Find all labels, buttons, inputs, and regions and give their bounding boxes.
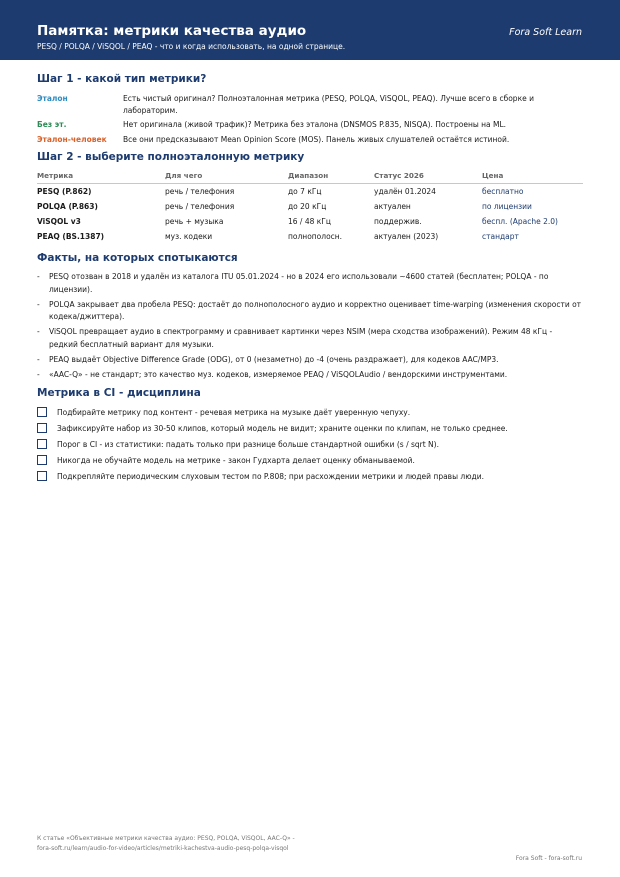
metric-type-list [37, 93, 583, 145]
type-text-human: Все они предсказывают Mean Opinion Score (MOS). Панель живых слушателей остаётся истиной. [123, 134, 510, 144]
list-item [37, 299, 583, 324]
cell-status: удалён 01.2024 [374, 187, 436, 196]
checklist-text: Зафиксируйте набор из 30-50 клипов, который модель не видит; храните оценки по клипам, не только среднее. [57, 423, 508, 433]
fact-text: POLQA закрывает два пробела PESQ: достаёт до полнополосного аудио и корректно оценивает time-warping (изменения скорости от кодека/джиттера). [49, 299, 582, 321]
list-item [37, 468, 583, 484]
table-row [37, 229, 583, 244]
facts-list [37, 271, 583, 381]
cell-range: до 20 кГц [288, 202, 327, 211]
table-row [37, 199, 583, 214]
metrics-table [37, 168, 583, 244]
list-item [37, 436, 583, 452]
footer-source [37, 834, 367, 854]
cell-range: до 7 кГц [288, 187, 322, 196]
footer-source-link[interactable]: fora-soft.ru/learn/audio-for-video/articles/metriki-kachestva-audio-pesq-polqa-visqol [37, 845, 289, 852]
column-header-metric: Метрика [37, 168, 165, 184]
table-row [37, 214, 583, 229]
type-row-human [37, 134, 583, 146]
footer-source-line: К статье «Объективные метрики качества аудио: PESQ, POLQA, ViSQOL, AAC-Q» - [37, 835, 295, 842]
bullet-dash: - [37, 354, 40, 364]
list-item [37, 369, 583, 382]
cell-price: беспл. (Apache 2.0) [482, 217, 558, 226]
cell-purpose: речь / телефония [165, 187, 235, 196]
step1-heading: Шаг 1 - какой тип метрики? [37, 73, 207, 85]
type-row-reference [37, 93, 583, 116]
cell-status: актуален (2023) [374, 232, 439, 241]
fact-text: PEAQ выдаёт Objective Difference Grade (ODG), от 0 (незаметно) до -4 (очень раздражает), для кодеков AAC/MP3. [49, 354, 499, 364]
table-header-row [37, 168, 583, 184]
list-item [37, 354, 583, 367]
facts-heading: Факты, на которых спотыкаются [37, 252, 238, 264]
cell-purpose: муз. кодеки [165, 232, 213, 241]
type-label-reference: Эталон [37, 94, 68, 103]
checklist-text: Никогда не обучайте модель на метрике - закон Гудхарта делает оценку обманываемой. [57, 455, 415, 465]
checklist-text: Подкрепляйте периодическим слуховым тестом по P.808; при расхождении метрики и людей правы люди. [57, 471, 484, 481]
type-text-reference: Есть чистый оригинал? Полноэталонная метрика (PESQ, POLQA, ViSQOL, PEAQ). Лучше всего в сборке и лабораторим. [123, 94, 534, 115]
column-header-status: Статус 2026 [374, 168, 482, 184]
page-title: Памятка: метрики качества аудио [37, 23, 307, 39]
type-text-no-reference: Нет оригинала (живой трафик)? Метрика без эталона (DNSMOS P.835, NISQA). Построены на ML. [123, 120, 507, 129]
main-content [37, 66, 583, 484]
header-bar [0, 0, 620, 60]
checkbox[interactable] [37, 439, 47, 449]
checkbox[interactable] [37, 455, 47, 465]
cell-range: полнополосн. [288, 232, 343, 241]
step2-heading: Шаг 2 - выберите полноэталонную метрику [37, 151, 305, 163]
list-item [37, 326, 583, 351]
checkbox[interactable] [37, 407, 47, 417]
ci-heading: Метрика в CI - дисциплина [37, 387, 201, 399]
list-item [37, 271, 583, 296]
cell-purpose: речь + музыка [165, 217, 224, 226]
checklist-text: Порог в CI - из статистики: падать только при разнице больше стандартной ошибки (s / sqrt N). [57, 439, 439, 449]
cell-purpose: речь / телефония [165, 202, 235, 211]
list-item [37, 452, 583, 468]
bullet-dash: - [37, 327, 40, 336]
checklist-text: Подбирайте метрику под контент - речевая метрика на музыке даёт уверенную чепуху. [57, 407, 411, 417]
cell-status: поддержив. [374, 217, 422, 226]
cell-range: 16 / 48 кГц [288, 217, 331, 226]
brand-label: Fora Soft Learn [509, 27, 582, 38]
table-row [37, 184, 583, 200]
page-subtitle: PESQ / POLQA / ViSQOL / PEAQ - что и когда использовать, на одной странице. [37, 42, 346, 51]
fact-text: «AAC-Q» - не стандарт; это качество муз. кодеков, измеряемое PEAQ / ViSQOLAudio / вендорскими инструментами. [49, 369, 508, 379]
cell-price: стандарт [482, 232, 519, 241]
list-item [37, 404, 583, 420]
type-row-no-reference [37, 119, 583, 131]
bullet-dash: - [37, 272, 40, 281]
checkbox[interactable] [37, 471, 47, 481]
cell-metric: POLQA (P.863) [37, 202, 98, 211]
footer-copyright: Fora Soft - fora-soft.ru [515, 855, 582, 862]
cell-metric: PEAQ (BS.1387) [37, 232, 105, 241]
bullet-dash: - [37, 299, 40, 309]
fact-text: PESQ отозван в 2018 и удалён из каталога ITU 05.01.2024 - но в 2024 его использовали ~4600 статей (бесплатен; POLQA - по лицензии). [49, 272, 549, 294]
fact-text: ViSQOL превращает аудио в спектрограмму и сравнивает картинки через NSIM (мера сходства изображений). Режим 48 кГц - редкий бесплатный вариант для музыки. [49, 327, 553, 349]
column-header-price: Цена [482, 168, 583, 184]
cell-status: актуален [374, 202, 411, 211]
ci-checklist [37, 404, 583, 484]
checkbox[interactable] [37, 423, 47, 433]
column-header-range: Диапазон [288, 168, 374, 184]
cell-metric: ViSQOL v3 [37, 217, 81, 226]
list-item [37, 420, 583, 436]
column-header-purpose: Для чего [165, 168, 288, 184]
type-label-human: Эталон-человек [37, 134, 107, 144]
bullet-dash: - [37, 369, 40, 379]
cell-price: по лицензии [482, 202, 532, 211]
cell-metric: PESQ (P.862) [37, 187, 92, 196]
type-label-no-reference: Без эт. [37, 120, 67, 129]
cell-price: бесплатно [482, 187, 524, 196]
